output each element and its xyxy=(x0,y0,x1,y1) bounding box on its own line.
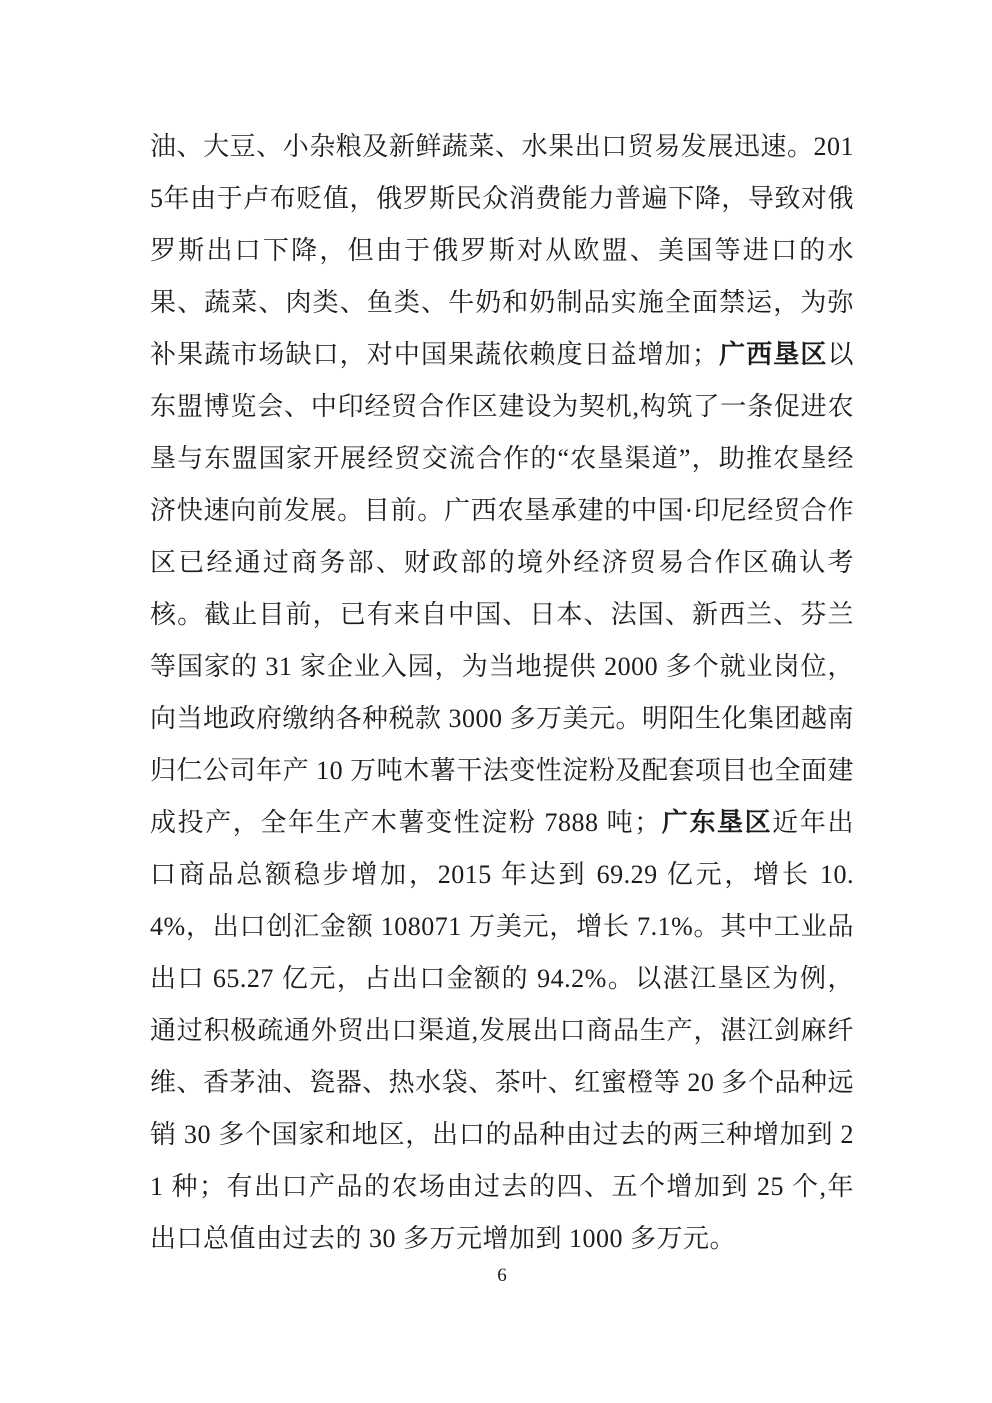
text-segment: 油、大豆、小杂粮及新鲜蔬菜、水果出口贸易发展迅速。2015年由于卢布贬值，俄罗斯民众消费能力普遍下降，导致对俄罗斯出口下降，但由于俄罗斯对从欧盟、美国等进口的水果、蔬菜、肉类、鱼类、牛奶和奶制品实施全面禁运，为弥补果蔬市场缺口，对中国果蔬依赖度日益增加； xyxy=(150,132,854,369)
body-paragraph xyxy=(150,121,854,1265)
bold-text-segment: 广西垦区 xyxy=(718,340,828,369)
bold-text-segment: 广东垦区 xyxy=(660,808,773,837)
page-body xyxy=(150,121,854,1265)
text-segment: 以东盟博览会、中印经贸合作区建设为契机,构筑了一条促进农垦与东盟国家开展经贸交流合作的“农垦渠道”，助推农垦经济快速向前发展。目前。广西农垦承建的中国·印尼经贸合作区已经通过商务部、财政部的境外经济贸易合作区确认考核。截止目前，已有来自中国、日本、法国、新西兰、芬兰等国家的 31 家企业入园，为当地提供 2000 多个就业岗位，向当地政府缴纳各种税款 3000 多万美元。明阳生化集团越南归仁公司年产 10 万吨木薯干法变性淀粉及配套项目也全面建成投产，全年生产木薯变性淀粉 7888 吨； xyxy=(150,340,855,837)
page-number: 6 xyxy=(497,1265,507,1286)
text-segment: 近年出口商品总额稳步增加，2015 年达到 69.29 亿元，增长 10.4%，出口创汇金额 108071 万美元，增长 7.1%。其中工业品出口 65.27 亿元，占出口金额的 94.2%。以湛江垦区为例，通过积极疏通外贸出口渠道,发展出口商品生产，湛江剑麻纤维、香茅油、瓷器、热水袋、茶叶、红蜜橙等 20 多个品种远销 30 多个国家和地区，出口的品种由过去的两三种增加到 21 种；有出口产品的农场由过去的四、五个增加到 25 个,年出口总值由过去的 30 多万元增加到 1000 多万元。 xyxy=(150,808,854,1253)
